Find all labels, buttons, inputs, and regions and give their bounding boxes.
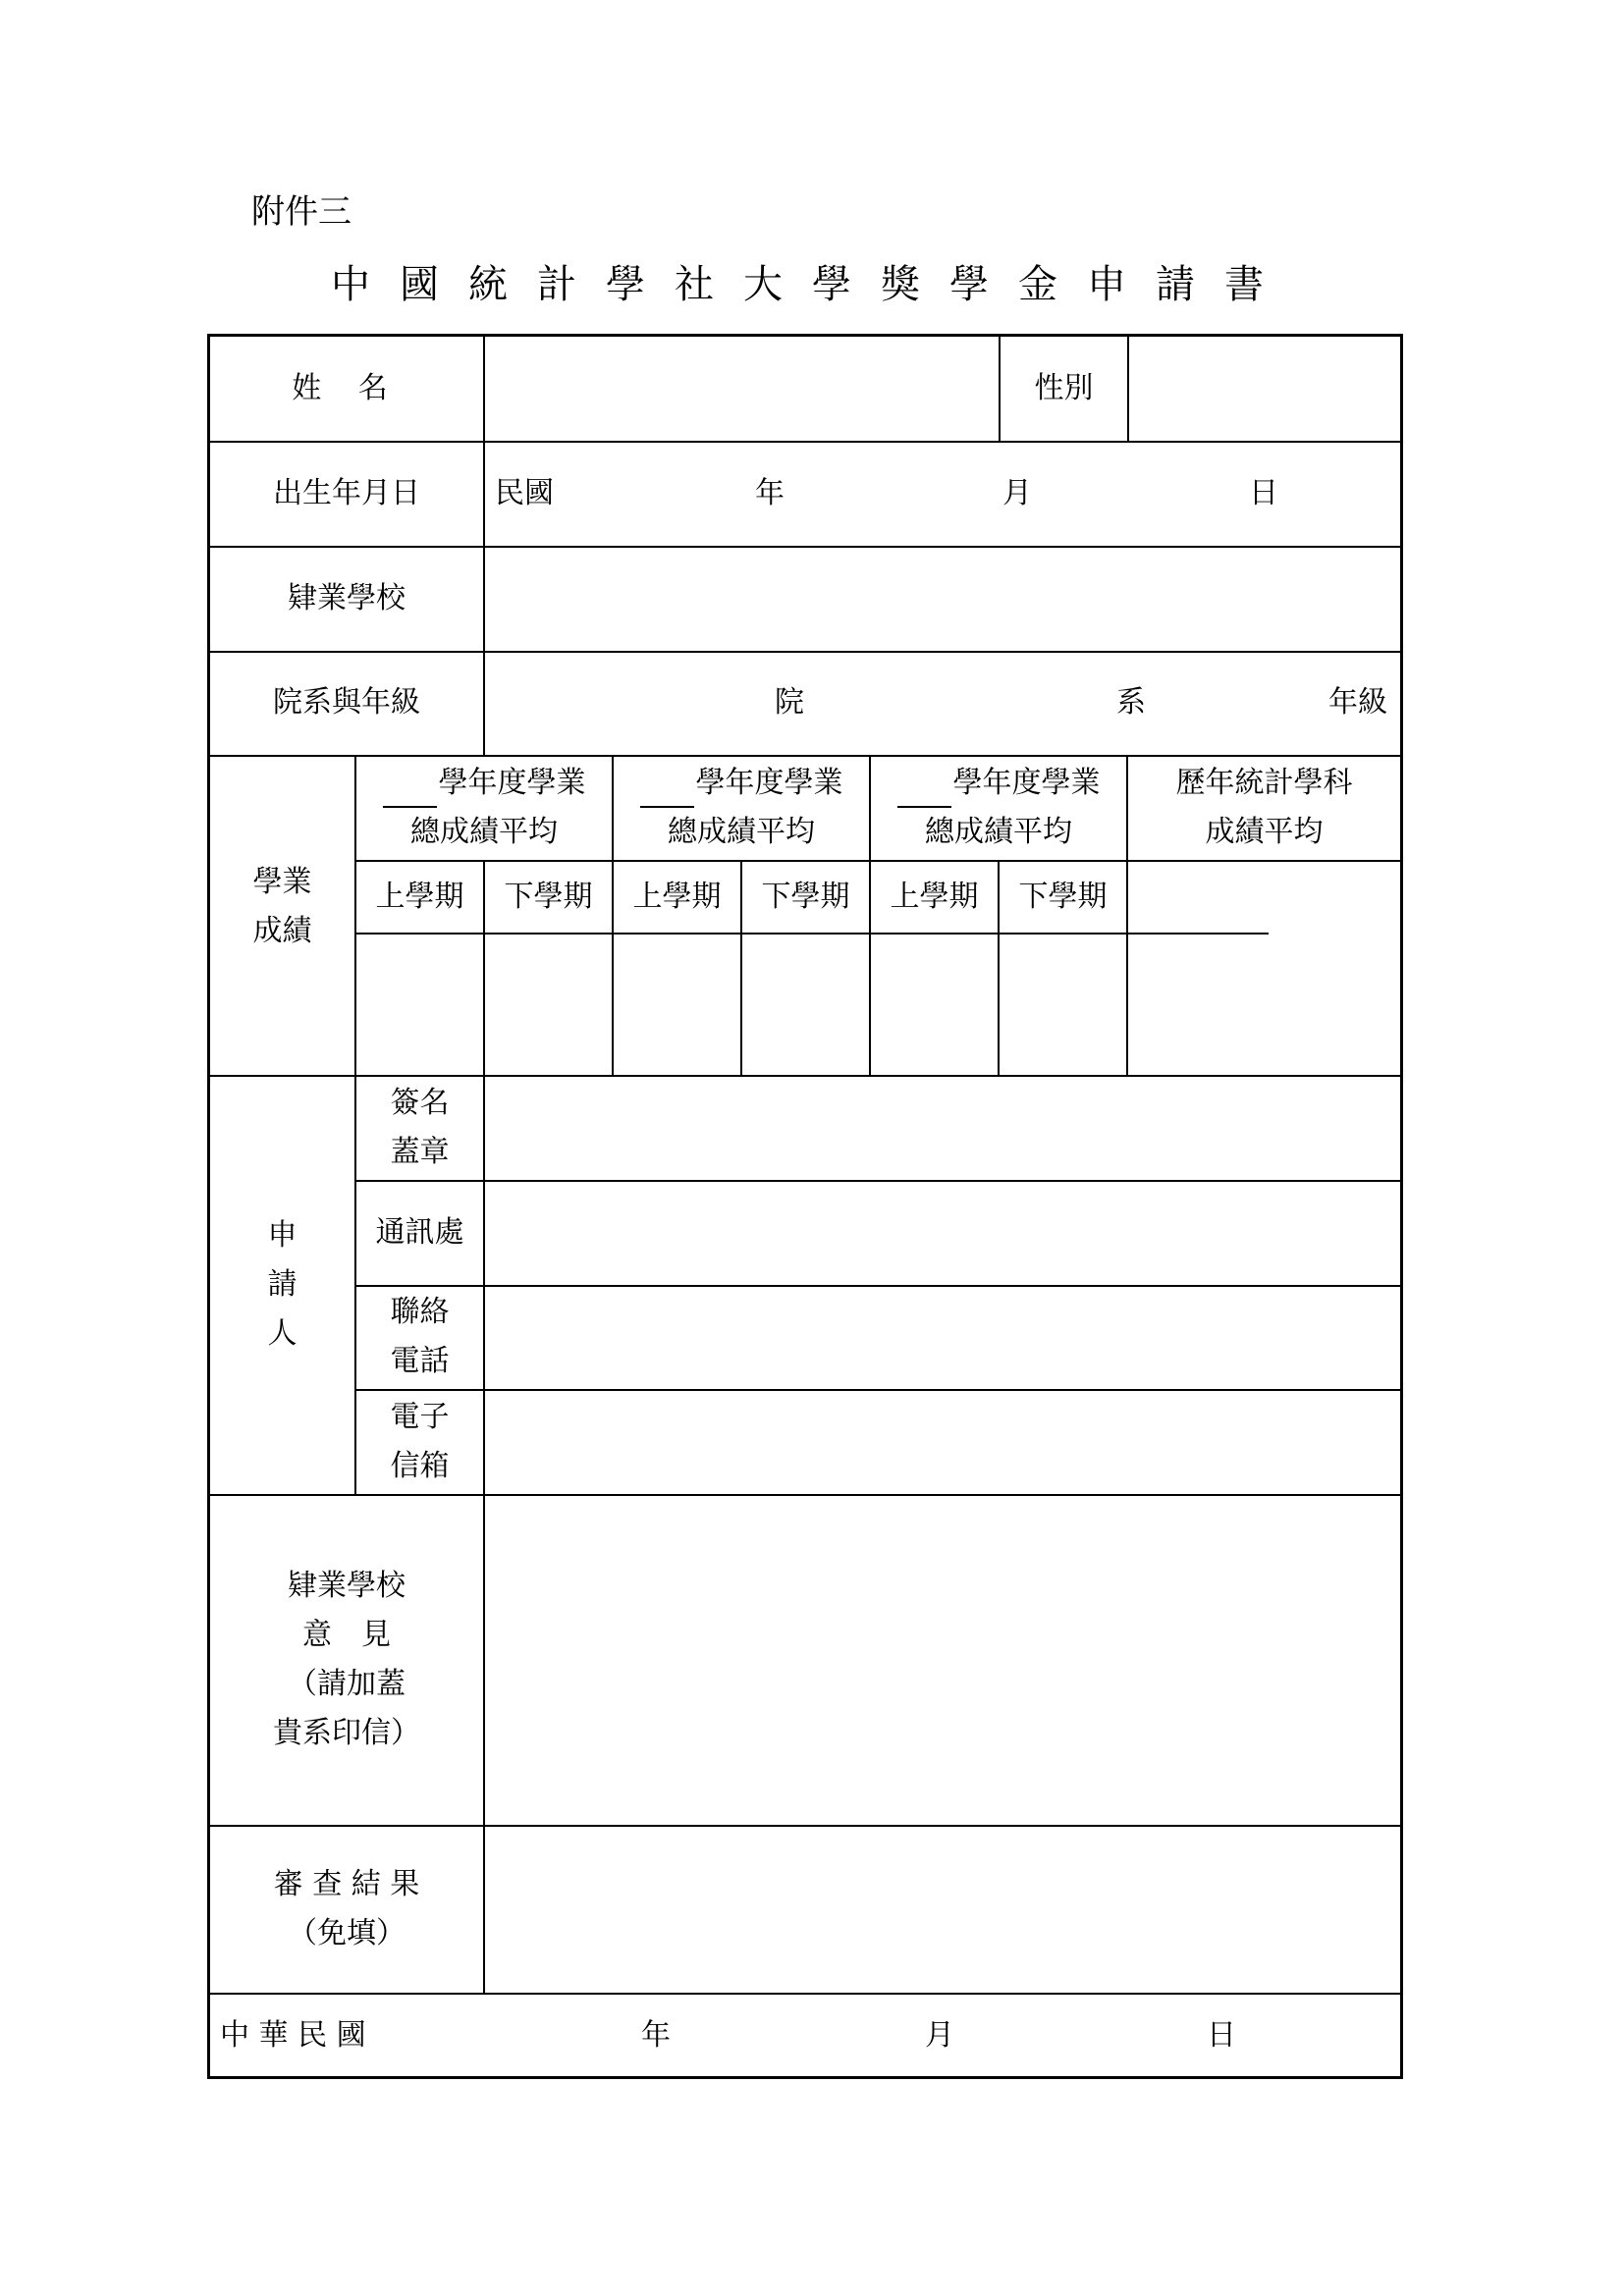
applicant-char-2: 請 — [267, 1266, 298, 1302]
date-prefix: 中 華 民 國 — [220, 2017, 366, 2053]
address-label: 通訊處 — [375, 1214, 464, 1250]
phone-label — [356, 1285, 483, 1389]
year1-upper-field[interactable] — [356, 934, 483, 1075]
year1-upper-label: 上學期 — [375, 880, 464, 914]
review-field — [485, 1825, 1400, 1993]
year3-upper-label: 上學期 — [890, 880, 979, 914]
email-field[interactable] — [485, 1389, 1400, 1494]
application-form — [207, 334, 1403, 2079]
stat-header — [1128, 755, 1400, 860]
name-label: 姓 名 — [292, 371, 402, 405]
year3-upper-field[interactable] — [871, 934, 998, 1075]
college-label: 院 — [775, 685, 804, 720]
grades-label-line2: 成績 — [252, 914, 312, 948]
department-label: 系 — [1116, 685, 1146, 720]
name-field[interactable] — [485, 337, 999, 441]
stat-header-line1: 歷年統計學科 — [1175, 765, 1353, 800]
applicant-char-3: 人 — [267, 1315, 298, 1351]
year2-upper-field[interactable] — [614, 934, 740, 1075]
year2-header — [614, 755, 869, 860]
birth-prefix: 民國 — [495, 475, 554, 510]
grade-label: 年級 — [1328, 685, 1387, 720]
year3-header — [871, 755, 1126, 860]
birth-label: 出生年月日 — [273, 475, 420, 510]
date-year-label: 年 — [641, 2017, 671, 2053]
signature-label — [356, 1075, 483, 1180]
stat-field[interactable] — [1128, 862, 1400, 1075]
opinion-field[interactable] — [485, 1494, 1400, 1825]
review-label — [210, 1825, 483, 1993]
year1-blank[interactable] — [383, 776, 437, 808]
birth-month-label: 月 — [1002, 475, 1032, 510]
review-label-line2: （免填） — [288, 1915, 406, 1950]
year1-header — [356, 755, 612, 860]
year2-header-line1: 學年度學業 — [695, 765, 843, 800]
stat-header-line2: 成績平均 — [1205, 814, 1324, 849]
opinion-label-line1: 肄業學校 — [288, 1568, 406, 1603]
date-month-label: 月 — [925, 2017, 954, 2053]
year1-header-line2: 總成績平均 — [410, 814, 558, 849]
opinion-label-line4: 貴系印信） — [273, 1715, 420, 1750]
year3-lower-field[interactable] — [1000, 934, 1126, 1075]
year3-blank[interactable] — [897, 776, 951, 808]
signature-label-line2: 蓋章 — [390, 1134, 450, 1169]
opinion-label-line3: （請加蓋 — [288, 1666, 406, 1701]
email-label — [356, 1389, 483, 1494]
form-title: 中國統計學社大學獎學金申請書 — [331, 262, 1293, 307]
email-label-line2: 信箱 — [390, 1448, 450, 1483]
school-field[interactable] — [485, 546, 1400, 651]
birth-year-label: 年 — [755, 475, 785, 510]
email-label-line1: 電子 — [390, 1399, 450, 1434]
dept-label: 院系與年級 — [273, 685, 420, 720]
school-label: 肄業學校 — [288, 580, 406, 615]
year2-lower-label: 下學期 — [761, 880, 850, 914]
attachment-label: 附件三 — [251, 192, 352, 232]
applicant-label — [210, 1075, 354, 1494]
grades-label — [210, 755, 354, 1075]
year3-header-line1: 學年度學業 — [952, 765, 1101, 800]
year1-lower-field[interactable] — [485, 934, 612, 1075]
year2-lower-field[interactable] — [742, 934, 869, 1075]
signature-label-line1: 簽名 — [390, 1085, 450, 1120]
opinion-label — [210, 1494, 483, 1825]
review-label-line1: 審 查 結 果 — [273, 1866, 420, 1901]
year2-blank[interactable] — [640, 776, 694, 808]
gender-field[interactable] — [1129, 337, 1400, 441]
phone-field[interactable] — [485, 1285, 1400, 1389]
gender-label: 性別 — [1034, 371, 1094, 405]
signature-field[interactable] — [485, 1075, 1400, 1180]
date-day-label: 日 — [1207, 2017, 1236, 2053]
year1-header-line1: 學年度學業 — [438, 765, 586, 800]
applicant-char-1: 申 — [267, 1217, 298, 1253]
dept-field[interactable] — [485, 651, 1400, 755]
year3-lower-label: 下學期 — [1018, 880, 1108, 914]
opinion-label-line2: 意 見 — [302, 1617, 391, 1652]
grades-label-line1: 學業 — [252, 865, 312, 899]
year3-header-line2: 總成績平均 — [925, 814, 1072, 849]
birth-day-label: 日 — [1249, 475, 1278, 510]
address-field[interactable] — [485, 1180, 1400, 1285]
year1-lower-label: 下學期 — [504, 880, 593, 914]
phone-label-line2: 電話 — [390, 1344, 450, 1378]
phone-label-line1: 聯絡 — [390, 1295, 450, 1329]
year2-upper-label: 上學期 — [632, 880, 722, 914]
year2-header-line2: 總成績平均 — [668, 814, 815, 849]
